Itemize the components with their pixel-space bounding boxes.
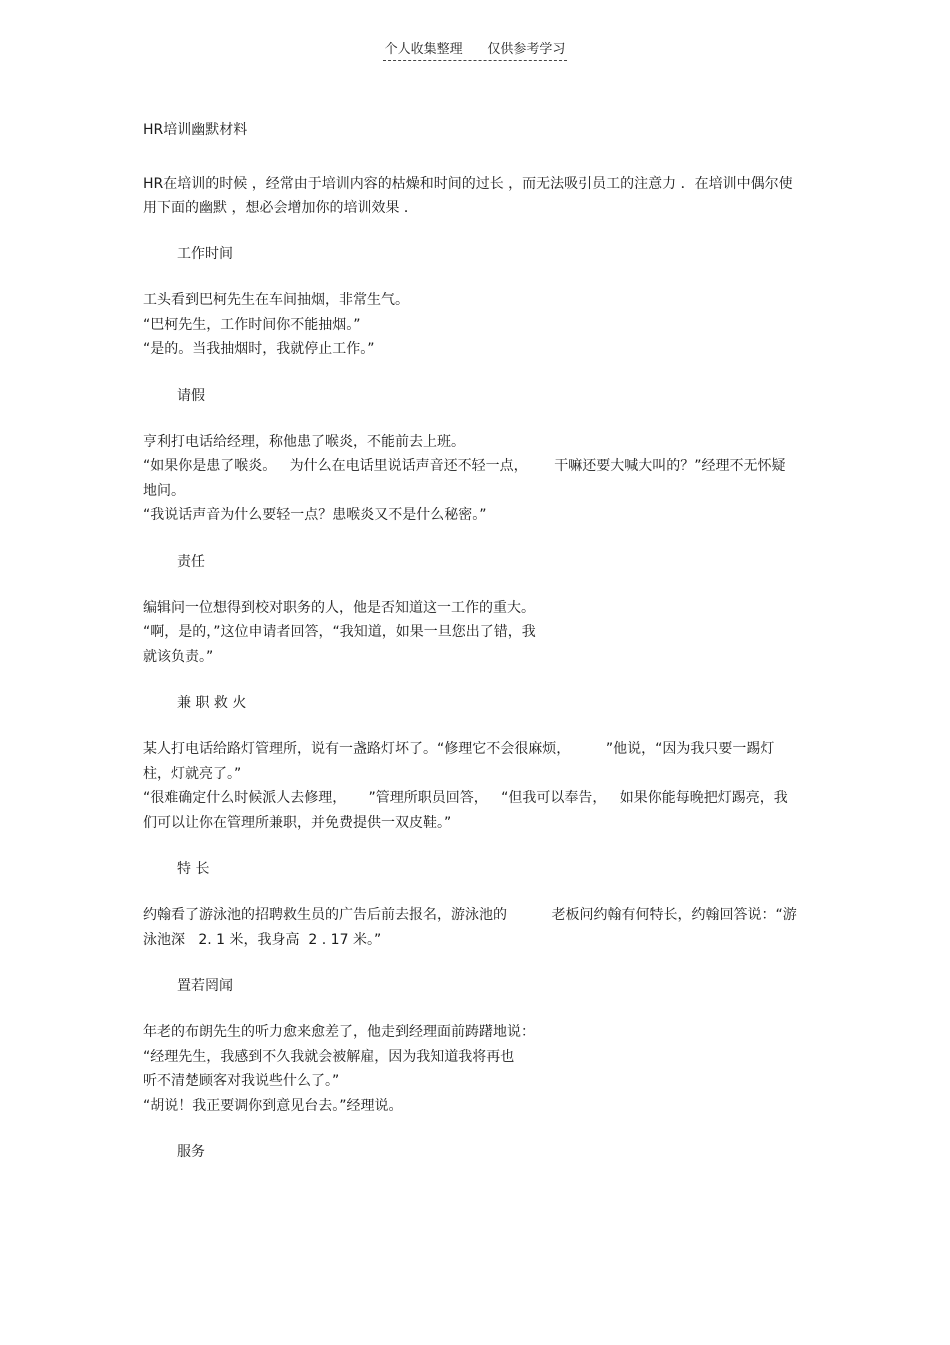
document-body bbox=[143, 118, 798, 1186]
paragraph: 某人打电话给路灯管理所，说有一盏路灯坏了。“修理它不会很麻烦， ”他说，“因为我只要一踢灯柱，灯就亮了。” bbox=[143, 741, 775, 782]
section-title: 责任 bbox=[177, 553, 205, 570]
paragraph: “巴柯先生，工作时间你不能抽烟。” bbox=[143, 316, 361, 333]
section-body bbox=[143, 596, 798, 670]
section-service bbox=[143, 1140, 798, 1164]
section-body bbox=[143, 288, 798, 362]
paragraph: 亨利打电话给经理，称他患了喉炎，不能前去上班。 bbox=[143, 433, 465, 450]
section-title: 服务 bbox=[177, 1144, 205, 1160]
section-body bbox=[143, 430, 798, 528]
section-turn-deaf-ear bbox=[143, 974, 798, 1118]
paragraph: “很难确定什么时候派人去修理， ”管理所职员回答， “但我可以奉告， 如果你能每晚把灯踢亮，我们可以让你在管理所兼职，并免费提供一双皮鞋。” bbox=[143, 790, 788, 831]
section-title: 兼 职 救 火 bbox=[177, 695, 247, 711]
section-body bbox=[143, 737, 798, 835]
document-title: HR培训幽默材料 bbox=[143, 122, 248, 138]
paragraph: “我说话声音为什么要轻一点？患喉炎又不是什么秘密。” bbox=[143, 507, 487, 523]
paragraph: 年老的布朗先生的听力愈来愈差了，他走到经理面前踌躇地说： bbox=[143, 1024, 535, 1040]
section-part-time-firefighting bbox=[143, 691, 798, 835]
paragraph: 就该负责。” bbox=[143, 648, 214, 665]
section-title: 特 长 bbox=[177, 861, 210, 877]
paragraph: 工头看到巴柯先生在车间抽烟，非常生气。 bbox=[143, 292, 409, 308]
section-responsibility bbox=[143, 550, 798, 670]
section-title: 工作时间 bbox=[177, 246, 233, 262]
header-text: 个人收集整理 仅供参考学习 bbox=[383, 38, 568, 61]
section-title: 置若罔闻 bbox=[177, 978, 233, 994]
section-title: 请假 bbox=[177, 387, 205, 404]
paragraph: “如果你是患了喉炎。 为什么在电话里说话声音还不轻一点， 干嘛还要大喊大叫的？”经理不无怀疑地问。 bbox=[143, 458, 786, 499]
paragraph: “是的。当我抽烟时，我就停止工作。” bbox=[143, 341, 375, 357]
section-work-time bbox=[143, 242, 798, 362]
paragraph: 编辑问一位想得到校对职务的人，他是否知道这一工作的重大。 bbox=[143, 599, 535, 616]
paragraph: “啊，是的，”这位申请者回答，“我知道，如果一旦您出了错，我 bbox=[143, 624, 536, 640]
intro-paragraph: HR在培训的时候 ，经常由于培训内容的枯燥和时间的过长 ，而无法吸引员工的注意力 ．在培训中偶尔使用下面的幽默 ，想必会增加你的培训效果 ． bbox=[143, 176, 793, 216]
paragraph: “经理先生，我感到不久我就会被解雇，因为我知道我将再也 bbox=[143, 1048, 515, 1065]
section-body bbox=[143, 1020, 798, 1118]
paragraph: 听不清楚顾客对我说些什么了。” bbox=[143, 1073, 340, 1089]
section-leave bbox=[143, 384, 798, 528]
paragraph: “胡说！我正要调你到意见台去。”经理说。 bbox=[143, 1097, 403, 1114]
page-header bbox=[0, 38, 950, 61]
section-body bbox=[143, 903, 798, 952]
section-specialty bbox=[143, 857, 798, 952]
paragraph: 约翰看了游泳池的招聘救生员的广告后前去报名，游泳池的 老板问约翰有何特长，约翰回答说：“游泳池深 2. 1 米，我身高 2 . 17 米。” bbox=[143, 907, 797, 948]
